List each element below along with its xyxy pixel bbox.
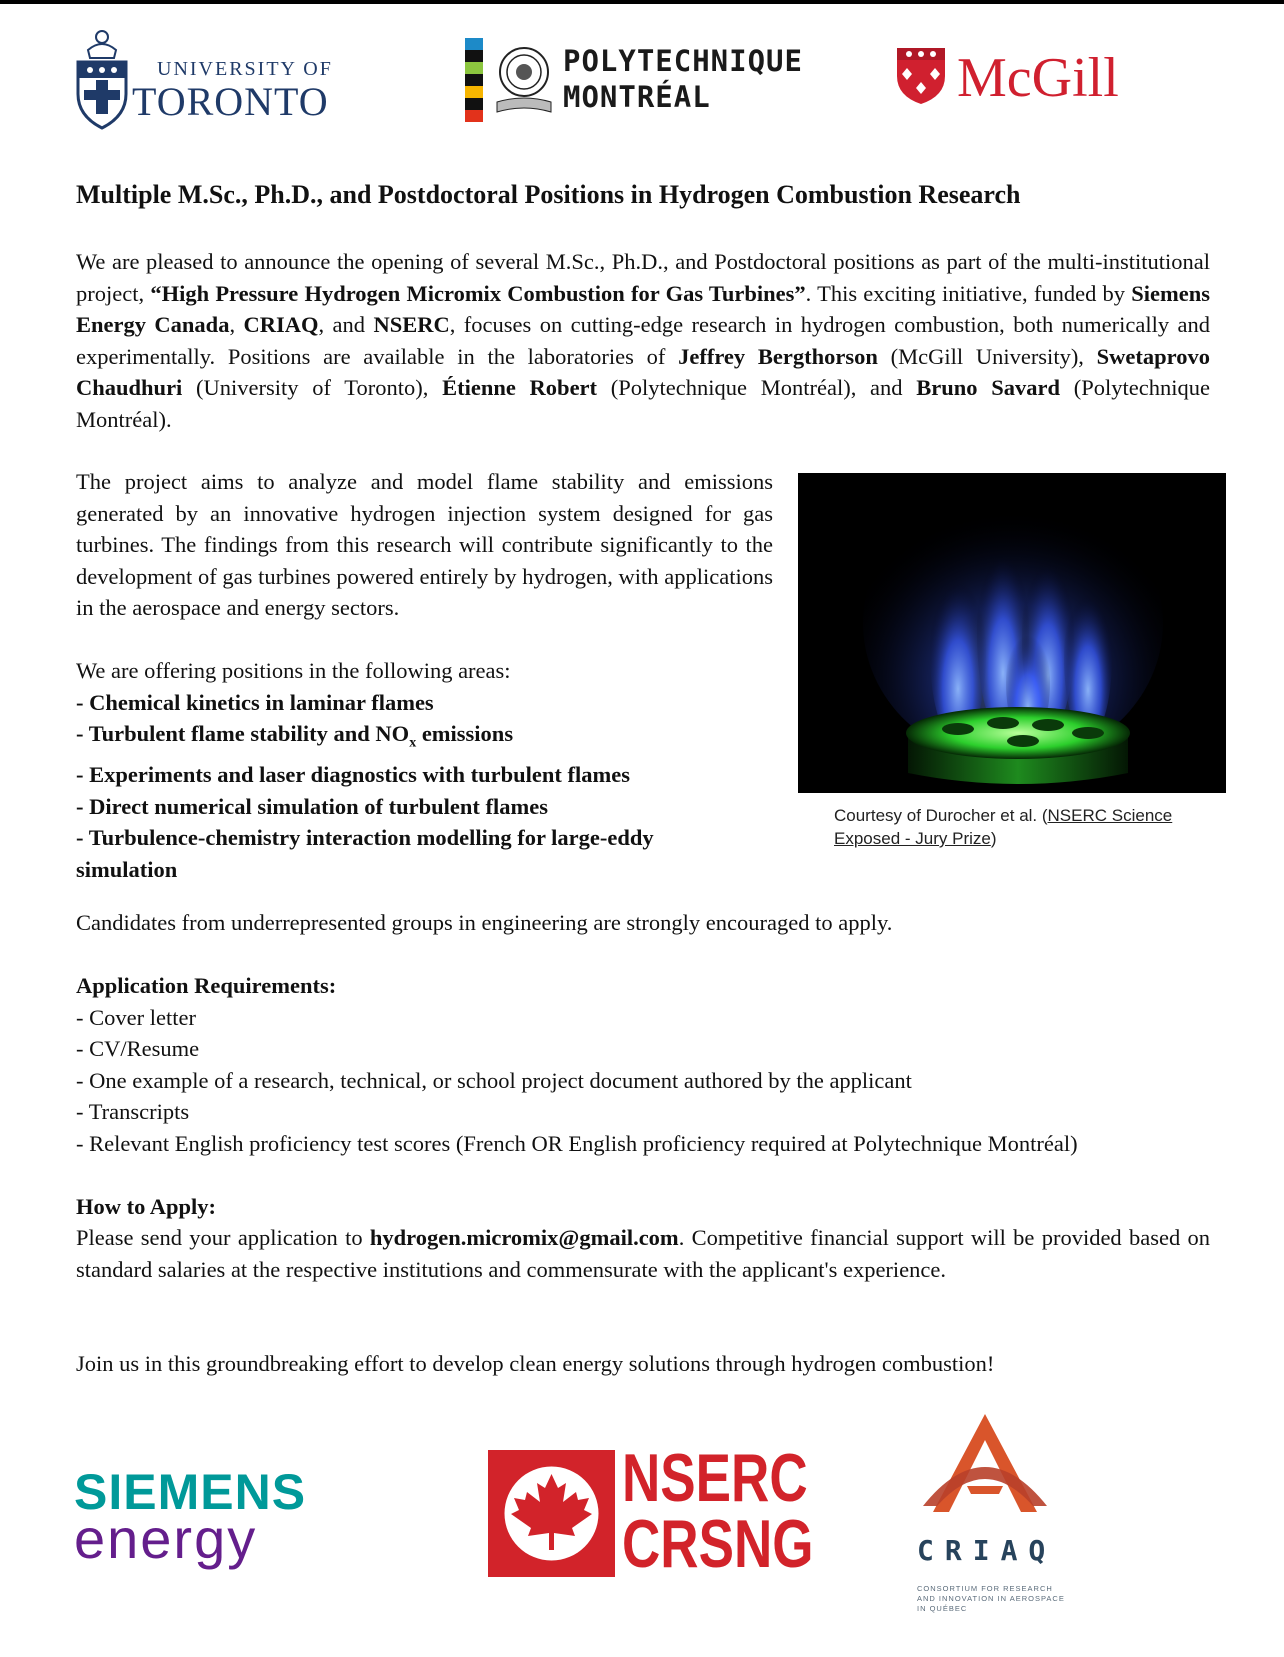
position-item: - Chemical kinetics in laminar flames <box>76 689 434 715</box>
requirement-item: - CV/Resume <box>76 1036 200 1061</box>
requirement-item: - Transcripts <box>76 1099 190 1124</box>
requirements-heading: Application Requirements: <box>76 973 337 998</box>
mcgill-logo <box>895 44 1195 114</box>
uoft-logo-line2: TORONTO <box>132 79 329 124</box>
top-border <box>0 0 1284 4</box>
uoft-logo-line1: UNIVERSITY OF <box>157 58 333 80</box>
project-aims-paragraph: The project aims to analyze and model flame stability and emissions generated by an innovative hydrogen injection system designed for gas turbines. The findings from this research will contribute significantly to the development of gas turbines powered entirely by hydrogen, with applications in the aerospace and energy sectors. <box>76 469 773 620</box>
photo-caption: Courtesy of Durocher et al. (NSERC Science Exposed - Jury Prize) <box>834 806 1173 848</box>
caption-link[interactable]: NSERC Science Exposed - Jury Prize <box>834 806 1173 848</box>
how-to-apply-paragraph: Please send your application to hydrogen.micromix@gmail.com. Competitive financial support will be provided based on standard salaries at the respective institutions and commensurate with the applicant's experience. <box>76 1225 1210 1282</box>
position-item: - Turbulent flame stability and $NO_x$ emissions <box>76 721 514 751</box>
uoft-crest-icon <box>74 28 130 133</box>
nserc-logo-line1: NSERC <box>622 1440 808 1516</box>
nserc-logo-line2: CRSNG <box>622 1506 814 1582</box>
application-email[interactable]: hydrogen.micromix@gmail.com <box>369 1225 679 1250</box>
nserc-maple-leaf-box <box>488 1450 615 1577</box>
criaq-a-emblem-icon <box>915 1410 1055 1530</box>
project-name: “High Pressure Hydrogen Micromix Combustion for Gas Turbines” <box>150 280 806 306</box>
criaq-logo-text: CRIAQ <box>917 1534 1057 1567</box>
funder-criaq: CRIAQ <box>243 312 319 337</box>
position-item: - Turbulence-chemistry interaction modelling for large-eddy simulation <box>76 825 654 882</box>
criaq-logo <box>905 1410 1075 1615</box>
pi-robert: Étienne Robert <box>442 375 598 400</box>
poly-logo-line1: POLYTECHNIQUE <box>563 44 803 78</box>
siemens-energy-logo <box>74 1463 344 1570</box>
poly-logo-line2: MONTRÉAL <box>563 80 711 114</box>
pi-chaudhuri: Swetaprovo Chaudhuri <box>76 343 1211 400</box>
hydrogen-flame-photo <box>798 473 1226 793</box>
siemens-logo-line1: SIEMENS <box>74 1464 307 1520</box>
polytechnique-montreal-logo <box>465 38 835 122</box>
maple-leaf-icon <box>488 1450 615 1577</box>
university-of-toronto-logo <box>74 28 374 133</box>
funder-siemens: Siemens Energy Canada <box>76 280 1211 337</box>
criaq-logo-subtitle: CONSORTIUM FOR RESEARCH AND INNOVATION IN AEROSPACE IN QUÉBEC <box>917 1584 1065 1613</box>
positions-heading: We are offering positions in the following areas: <box>76 658 511 683</box>
requirement-item: - Cover letter <box>76 1004 196 1030</box>
funder-nserc: NSERC <box>373 312 450 337</box>
pi-savard: Bruno Savard <box>916 375 1061 400</box>
poly-color-stripes <box>465 38 483 122</box>
requirements-section <box>76 970 1078 1159</box>
requirement-item: - One example of a research, technical, or school project document authored by the applicant <box>76 1067 912 1093</box>
position-item: - Experiments and laser diagnostics with turbulent flames <box>76 762 630 787</box>
intro-paragraph: We are pleased to announce the opening of several M.Sc., Ph.D., and Postdoctoral positions as part of the multi-institutional project, “High Pressure Hydrogen Micromix Combustion for Gas Turbines”. This exciting initiative, funded by Siemens Energy Canada, CRIAQ, and NSERC, focuses on cutting-edge research in hydrogen combustion, both numerically and experimentally. Positions are available in the laboratories of Jeffrey Bergthorson (McGill University), Swetaprovo Chaudhuri (University of Toronto), Étienne Robert (Polytechnique Montréal), and Bruno Savard (Polytechnique Montréal). <box>76 249 1211 432</box>
requirement-item: - Relevant English proficiency test scores (French OR English proficiency required at Polytechnique Montréal) <box>76 1130 1078 1156</box>
siemens-logo-line2: energy <box>74 1507 258 1570</box>
how-to-apply-heading: How to Apply: <box>76 1194 217 1219</box>
mcgill-shield-icon <box>895 44 947 106</box>
mcgill-logo-text: McGill <box>957 47 1119 109</box>
nserc-crsng-logo <box>488 1440 814 1582</box>
candidates-statement: Candidates from underrepresented groups in engineering are strongly encouraged to apply. <box>76 910 893 935</box>
closing-statement: Join us in this groundbreaking effort to develop clean energy solutions through hydrogen combustion! <box>76 1351 995 1376</box>
page-title: Multiple M.Sc., Ph.D., and Postdoctoral Positions in Hydrogen Combustion Research <box>76 180 1021 209</box>
position-item: - Direct numerical simulation of turbulent flames <box>76 793 549 819</box>
poly-seal-icon <box>491 42 557 118</box>
pi-bergthorson: Jeffrey Bergthorson <box>678 343 878 369</box>
positions-list <box>76 655 756 885</box>
